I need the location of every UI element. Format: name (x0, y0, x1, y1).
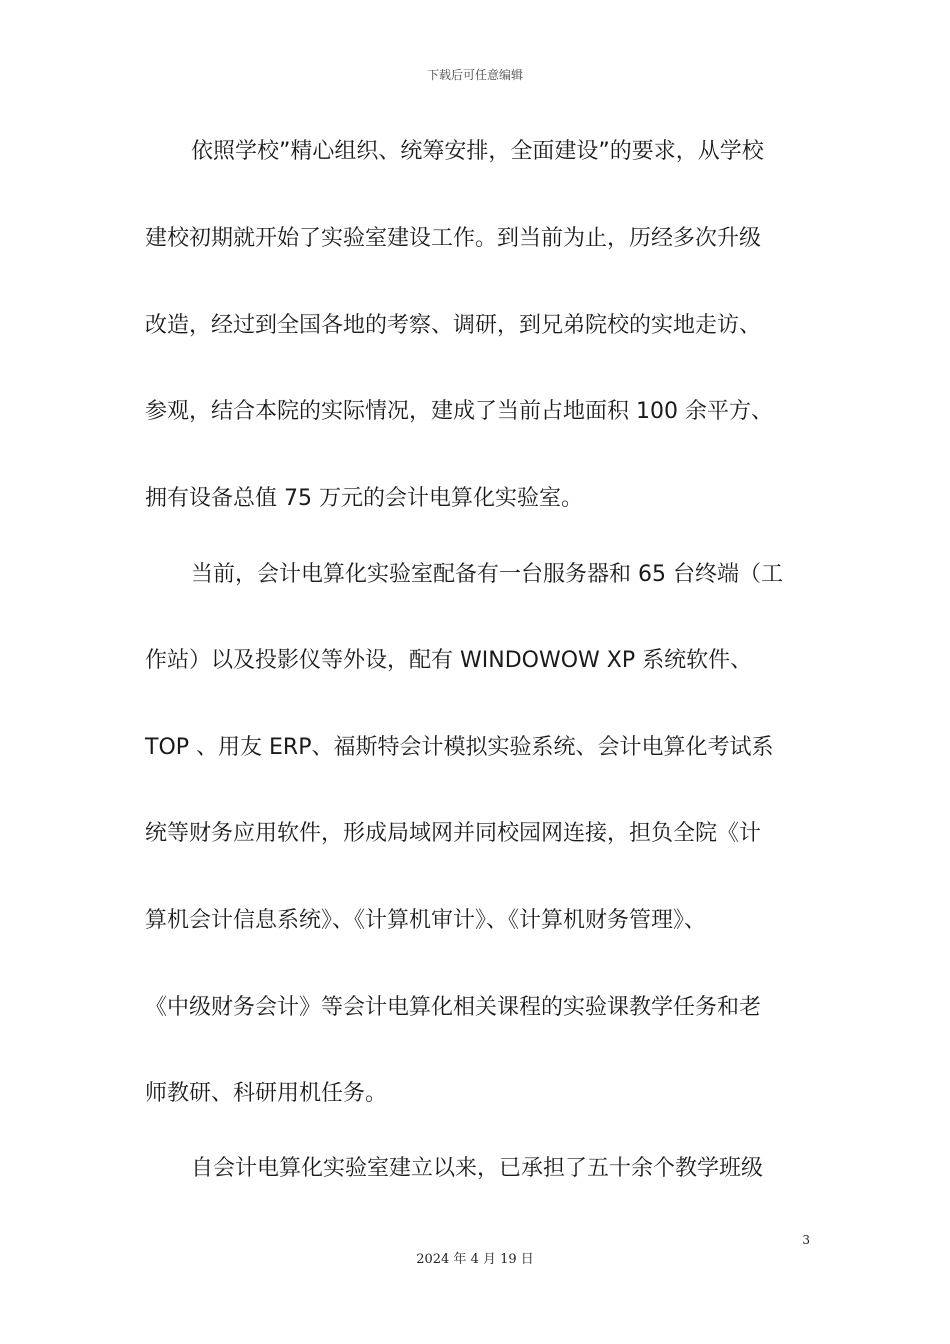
paragraph-2-line-6: 《中级财务会计》等会计电算化相关课程的实验课教学任务和老 (145, 995, 762, 1020)
paragraph-2-line-4: 统等财务应用软件，形成局域网并同校园网连接，担负全院《计 (145, 821, 762, 846)
paragraph-1-line-5: 拥有设备总值 75 万元的会计电算化实验室。 (145, 486, 583, 511)
paragraph-2-line-3: TOP 、用友 ERP、福斯特会计模拟实验系统、会计电算化考试系 (145, 735, 774, 760)
paragraph-1-line-2: 建校初期就开始了实验室建设工作。到当前为止，历经多次升级 (145, 226, 762, 251)
paragraph-1-line-1: 依照学校”精心组织、统筹安排，全面建设”的要求，从学校 (191, 139, 764, 164)
paragraph-1-line-3: 改造，经过到全国各地的考察、调研，到兄弟院校的实地走访、 (145, 313, 762, 338)
paragraph-2-line-5: 算机会计信息系统》、《计算机审计》、《计算机财务管理》、 (145, 908, 707, 933)
paragraph-2-line-1: 当前，会计电算化实验室配备有一台服务器和 65 台终端（工 (191, 562, 783, 587)
footer-date: 2024 年 4 月 19 日 (416, 1252, 534, 1267)
paragraph-1-line-4: 参观，结合本院的实际情况，建成了当前占地面积 100 余平方、 (145, 399, 773, 424)
paragraph-3-line-1: 自会计电算化实验室建立以来，已承担了五十余个教学班级 (191, 1156, 764, 1181)
page-header-note: 下载后可任意编辑 (426, 68, 523, 82)
paragraph-2-line-2: 作站）以及投影仪等外设，配有 WINDOWOW XP 系统软件、 (145, 648, 753, 673)
page-number: 3 (802, 1233, 810, 1247)
paragraph-2-line-7: 师教研、科研用机任务。 (145, 1081, 388, 1106)
